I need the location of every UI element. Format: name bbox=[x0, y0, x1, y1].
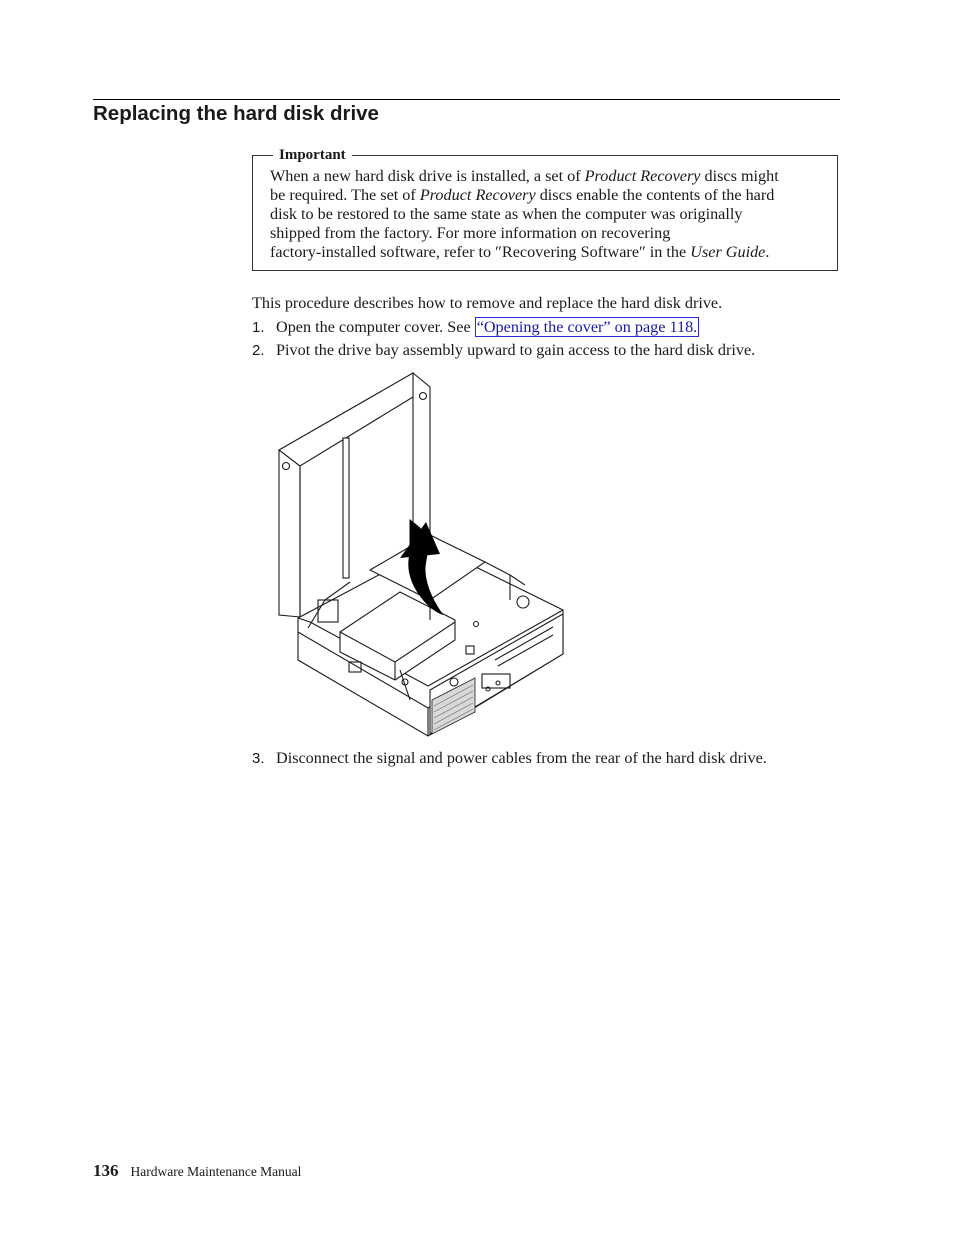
drive-bay-pivot-illustration bbox=[270, 370, 570, 740]
section-title: Replacing the hard disk drive bbox=[93, 102, 379, 125]
step-text: Pivot the drive bay assembly upward to gain access to the hard disk drive. bbox=[276, 341, 756, 359]
page-number: 136 bbox=[93, 1161, 119, 1180]
important-label: Important bbox=[273, 147, 352, 164]
manual-title: Hardware Maintenance Manual bbox=[130, 1164, 302, 1179]
product-recovery-term: Product Recovery bbox=[419, 186, 536, 204]
page-footer bbox=[93, 1161, 301, 1181]
opening-cover-link[interactable]: “Opening the cover” on page 118. bbox=[476, 318, 698, 336]
intro-paragraph: This procedure describes how to remove and replace the hard disk drive. bbox=[252, 294, 723, 312]
important-text-segment: discs enable the contents of the hard bbox=[535, 186, 775, 204]
step-number: 2. bbox=[252, 342, 265, 359]
section-rule bbox=[93, 99, 840, 100]
important-text bbox=[270, 167, 822, 262]
important-text-segment: discs might bbox=[700, 167, 779, 185]
important-text-segment: disk to be restored to the same state as when the computer was originally bbox=[270, 205, 743, 223]
step-text: Disconnect the signal and power cables from the rear of the hard disk drive. bbox=[276, 749, 767, 767]
step-2 bbox=[252, 341, 755, 360]
product-recovery-term: Product Recovery bbox=[584, 167, 701, 185]
important-text-segment: factory-installed software, refer to ″Recovering Software″ in the bbox=[270, 243, 691, 261]
important-text-segment: shipped from the factory. For more information on recovering bbox=[270, 224, 671, 242]
step-number: 1. bbox=[252, 319, 265, 336]
step-3 bbox=[252, 749, 767, 768]
step-number: 3. bbox=[252, 750, 265, 767]
user-guide-term: User Guide bbox=[690, 243, 766, 261]
step-1 bbox=[252, 318, 699, 337]
important-text-segment: be required. The set of bbox=[270, 186, 420, 204]
important-text-segment: . bbox=[765, 243, 770, 261]
step-text: Open the computer cover. See bbox=[276, 318, 475, 336]
important-notice-box bbox=[252, 147, 838, 271]
important-text-segment: When a new hard disk drive is installed, a set of bbox=[270, 167, 585, 185]
computer-drive-bay-drawing bbox=[270, 370, 570, 740]
